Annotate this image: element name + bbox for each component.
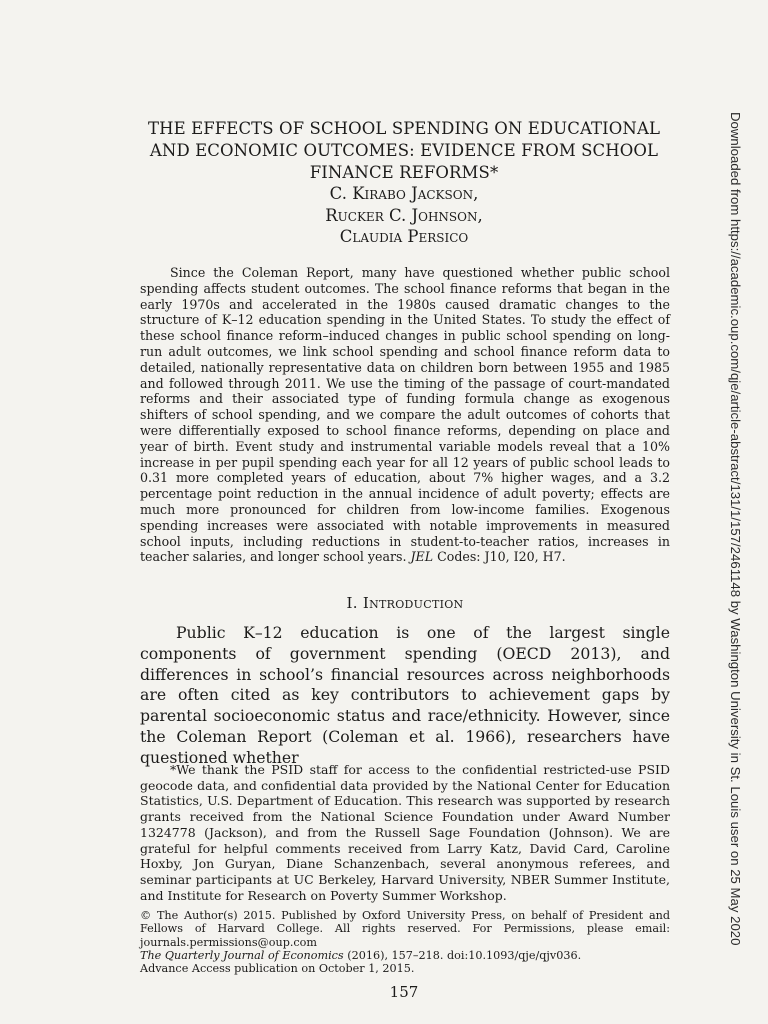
jel-codes: Codes: J10, I20, H7. — [433, 549, 566, 565]
page-number: 157 — [389, 983, 419, 1001]
advance-access-note: Advance Access publication on October 1, 2015. — [140, 962, 415, 976]
abstract-text: Since the Coleman Report, many have questioned whether public school spending affects student outcomes. The school finance reforms that began in the early 1970s and accelerated in the 1980s caused dramatic changes to the structure of K–12 education spending in the United States. To study the effect of these school finance reform–induced changes in public school spending on long-run adult outcomes, we link school spending and school finance reform data to detailed, nationally representative data on children born between 1955 and 1985 and followed through 2011. We use the timing of the passage of court-mandated reforms and their associated type of funding formula change as exogenous shifters of school spending, and we compare the adult outcomes of cohorts that were differentially exposed to school finance reforms, depending on place and year of birth. Event study and instrumental variable models reveal that a 10% increase in per pupil spending each year for all 12 years of public school leads to 0.31 more completed years of education, about 7% higher wages, and a 3.2 percentage point reduction in the annual incidence of adult poverty; effects are much more pronounced for children from low-income families. Exogenous spending increases were associated with notable improvements in measured school inputs, including reductions in student-to-teacher ratios, increases in teacher salaries, and longer school years. — [140, 265, 670, 565]
paper-title — [120, 118, 688, 184]
author-name: Claudia Persico — [339, 227, 469, 246]
citation-details: (2016), 157–218. doi:10.1093/qje/qjv036. — [343, 948, 582, 962]
download-notice-text: Downloaded from https://academic.oup.com/qje/article-abstract/131/1/157/2461148 by Washington University in St. Louis user on 25 May 2020 — [728, 112, 743, 946]
citation-line — [140, 949, 670, 962]
abstract — [140, 265, 670, 565]
copyright-block — [140, 909, 670, 975]
jel-label: JEL — [410, 549, 434, 565]
intro-paragraph: Public K–12 education is one of the largest single components of government spending (OECD 2013), and differences in school’s financial resources across neighborhoods are often cited as key contributors to achievement gaps by parental socioeconomic status and race/ethnicity. However, since the Coleman Report (Coleman et al. 1966), researchers have questioned whether — [140, 623, 670, 767]
copyright-notice: © The Author(s) 2015. Published by Oxford University Press, on behalf of President and Fellows of Harvard College. All rights reserved. For Permissions, please email: journals.permissions@oup.com — [140, 909, 670, 949]
download-notice — [724, 112, 746, 946]
acknowledgement-footnote: *We thank the PSID staff for access to the confidential restricted-use PSID geocode data, and confidential data provided by the National Center for Education Statistics, U.S. Department of Education. This research was supported by research grants received from the National Science Foundation under Award Number 1324778 (Jackson), and from the Russell Sage Foundation (Johnson). We are grateful for helpful comments received from Larry Katz, David Card, Caroline Hoxby, Jon Guryan, Diane Schanzenbach, several anonymous referees, and seminar participants at UC Berkeley, Harvard University, NBER Summer Institute, and Institute for Research on Poverty Summer Workshop. — [140, 762, 670, 903]
title-line: THE EFFECTS OF SCHOOL SPENDING ON EDUCATIONAL — [147, 119, 661, 138]
author-name: C. Kirabo Jackson, — [329, 184, 479, 203]
title-line: FINANCE REFORMS* — [309, 163, 499, 182]
author-name: Rucker C. Johnson, — [325, 205, 483, 225]
title-line: AND ECONOMIC OUTCOMES: EVIDENCE FROM SCHOOL — [149, 141, 659, 160]
journal-name: The Quarterly Journal of Economics — [140, 948, 344, 962]
author-list — [120, 183, 688, 248]
section-heading: I. Introduction — [346, 594, 464, 612]
